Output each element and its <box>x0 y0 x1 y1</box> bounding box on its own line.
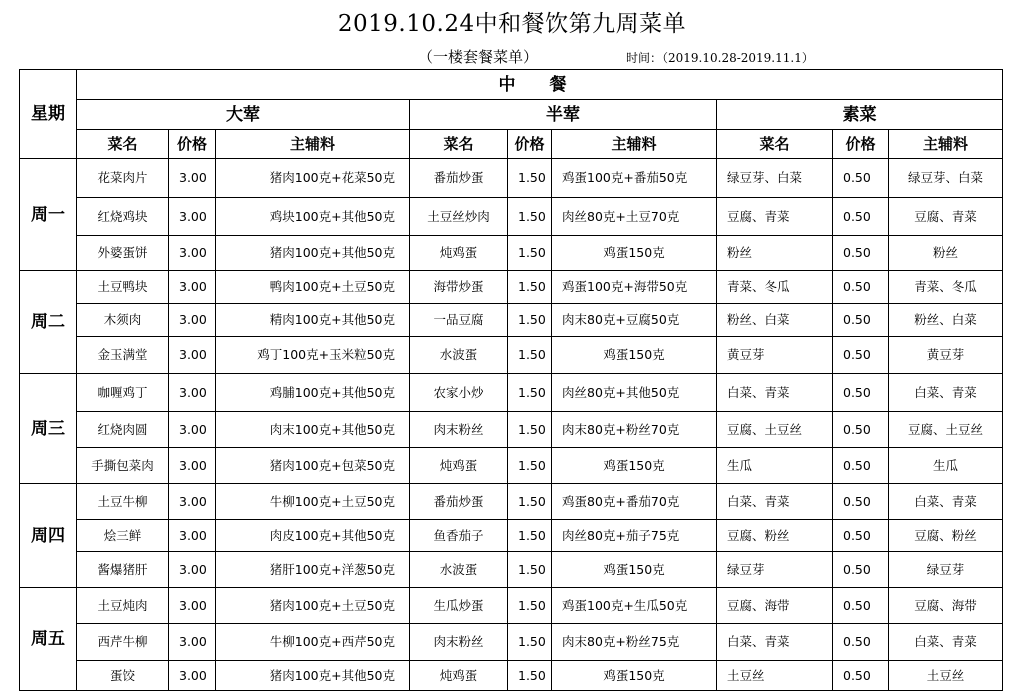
vegetable-price-cell: 0.50 <box>833 159 889 198</box>
meat-price-cell: 3.00 <box>169 624 216 661</box>
vegetable-dish-cell: 黄豆芽 <box>717 337 833 374</box>
meat-dish-cell: 木须肉 <box>77 304 169 337</box>
half-meat-price-cell: 1.50 <box>508 412 552 448</box>
half-meat-price-cell: 1.50 <box>508 448 552 484</box>
half-meat-ingredients-cell: 肉末80克+粉丝70克 <box>552 412 717 448</box>
half-meat-dish-cell: 鱼香茄子 <box>410 520 508 552</box>
meat-price-cell: 3.00 <box>169 520 216 552</box>
meat-price-cell: 3.00 <box>169 412 216 448</box>
vegetable-price-cell: 0.50 <box>833 484 889 520</box>
weekday-cell: 周三 <box>20 374 77 484</box>
half-meat-dish-cell: 炖鸡蛋 <box>410 661 508 691</box>
vegetable-ingredients-cell: 绿豆芽、白菜 <box>889 159 1003 198</box>
meat-ingredients-cell: 牛柳100克+西芹50克 <box>216 624 410 661</box>
vegetable-ingredients-cell: 豆腐、青菜 <box>889 198 1003 236</box>
menu-table <box>19 69 1003 691</box>
col-price-3: 价格 <box>833 130 889 159</box>
half-meat-ingredients-cell: 肉末80克+豆腐50克 <box>552 304 717 337</box>
col-dish-2: 菜名 <box>410 130 508 159</box>
half-meat-dish-cell: 水波蛋 <box>410 552 508 588</box>
meat-price-cell: 3.00 <box>169 198 216 236</box>
vegetable-price-cell: 0.50 <box>833 374 889 412</box>
half-meat-ingredients-cell: 鸡蛋150克 <box>552 661 717 691</box>
meat-dish-cell: 红烧鸡块 <box>77 198 169 236</box>
meat-ingredients-cell: 猪肉100克+其他50克 <box>216 661 410 691</box>
half-meat-dish-cell: 肉末粉丝 <box>410 624 508 661</box>
table-row <box>20 588 1003 624</box>
meat-dish-cell: 咖喱鸡丁 <box>77 374 169 412</box>
half-meat-price-cell: 1.50 <box>508 236 552 271</box>
half-meat-dish-cell: 生瓜炒蛋 <box>410 588 508 624</box>
vegetable-dish-cell: 豆腐、青菜 <box>717 198 833 236</box>
vegetable-ingredients-cell: 豆腐、海带 <box>889 588 1003 624</box>
half-meat-dish-cell: 一品豆腐 <box>410 304 508 337</box>
half-meat-dish-cell: 农家小炒 <box>410 374 508 412</box>
vegetable-ingredients-cell: 绿豆芽 <box>889 552 1003 588</box>
vegetable-price-cell: 0.50 <box>833 520 889 552</box>
meat-dish-cell: 土豆牛柳 <box>77 484 169 520</box>
vegetable-dish-cell: 豆腐、土豆丝 <box>717 412 833 448</box>
menu-period: 时间：（2019.10.28-2019.11.1） <box>626 51 814 65</box>
vegetable-ingredients-cell: 青菜、冬瓜 <box>889 271 1003 304</box>
meat-ingredients-cell: 猪肉100克+其他50克 <box>216 236 410 271</box>
vegetable-price-cell: 0.50 <box>833 448 889 484</box>
half-meat-price-cell: 1.50 <box>508 624 552 661</box>
half-meat-ingredients-cell: 肉丝80克+其他50克 <box>552 374 717 412</box>
group-header-meat: 大荤 <box>77 100 410 130</box>
table-row <box>20 374 1003 412</box>
meat-ingredients-cell: 鸡块100克+其他50克 <box>216 198 410 236</box>
weekday-cell: 周四 <box>20 484 77 588</box>
half-meat-price-cell: 1.50 <box>508 661 552 691</box>
vegetable-dish-cell: 青菜、冬瓜 <box>717 271 833 304</box>
meat-ingredients-cell: 肉末100克+其他50克 <box>216 412 410 448</box>
vegetable-dish-cell: 白菜、青菜 <box>717 624 833 661</box>
meat-price-cell: 3.00 <box>169 304 216 337</box>
half-meat-dish-cell: 炖鸡蛋 <box>410 448 508 484</box>
vegetable-ingredients-cell: 粉丝、白菜 <box>889 304 1003 337</box>
menu-subtitle: （一楼套餐菜单） <box>418 48 539 66</box>
col-ingredients-3: 主辅料 <box>889 130 1003 159</box>
vegetable-price-cell: 0.50 <box>833 304 889 337</box>
half-meat-price-cell: 1.50 <box>508 552 552 588</box>
meat-price-cell: 3.00 <box>169 236 216 271</box>
page-title: 2019.10.24中和餐饮第九周菜单 <box>337 11 687 37</box>
vegetable-dish-cell: 粉丝 <box>717 236 833 271</box>
col-price-2: 价格 <box>508 130 552 159</box>
table-row <box>20 624 1003 661</box>
meat-price-cell: 3.00 <box>169 448 216 484</box>
vegetable-ingredients-cell: 生瓜 <box>889 448 1003 484</box>
vegetable-dish-cell: 绿豆芽、白菜 <box>717 159 833 198</box>
half-meat-ingredients-cell: 鸡蛋100克+海带50克 <box>552 271 717 304</box>
half-meat-dish-cell: 土豆丝炒肉 <box>410 198 508 236</box>
meat-price-cell: 3.00 <box>169 661 216 691</box>
meat-ingredients-cell: 鸡丁100克+玉米粒50克 <box>216 337 410 374</box>
half-meat-dish-cell: 海带炒蛋 <box>410 271 508 304</box>
half-meat-price-cell: 1.50 <box>508 271 552 304</box>
vegetable-dish-cell: 绿豆芽 <box>717 552 833 588</box>
vegetable-price-cell: 0.50 <box>833 661 889 691</box>
col-ingredients-1: 主辅料 <box>216 130 410 159</box>
meat-price-cell: 3.00 <box>169 159 216 198</box>
vegetable-ingredients-cell: 白菜、青菜 <box>889 484 1003 520</box>
weekday-cell: 周二 <box>20 271 77 374</box>
table-row <box>20 448 1003 484</box>
vegetable-price-cell: 0.50 <box>833 412 889 448</box>
half-meat-dish-cell: 番茄炒蛋 <box>410 159 508 198</box>
half-meat-ingredients-cell: 鸡蛋150克 <box>552 236 717 271</box>
half-meat-ingredients-cell: 鸡蛋150克 <box>552 552 717 588</box>
vegetable-dish-cell: 生瓜 <box>717 448 833 484</box>
table-row <box>20 271 1003 304</box>
meat-dish-cell: 手撕包菜肉 <box>77 448 169 484</box>
half-meat-price-cell: 1.50 <box>508 159 552 198</box>
vegetable-price-cell: 0.50 <box>833 236 889 271</box>
vegetable-ingredients-cell: 粉丝 <box>889 236 1003 271</box>
half-meat-price-cell: 1.50 <box>508 374 552 412</box>
half-meat-dish-cell: 水波蛋 <box>410 337 508 374</box>
table-row <box>20 236 1003 271</box>
half-meat-dish-cell: 炖鸡蛋 <box>410 236 508 271</box>
meat-ingredients-cell: 猪肉100克+花菜50克 <box>216 159 410 198</box>
half-meat-price-cell: 1.50 <box>508 304 552 337</box>
half-meat-ingredients-cell: 鸡蛋100克+生瓜50克 <box>552 588 717 624</box>
meat-ingredients-cell: 牛柳100克+土豆50克 <box>216 484 410 520</box>
table-row <box>20 484 1003 520</box>
half-meat-dish-cell: 番茄炒蛋 <box>410 484 508 520</box>
meat-dish-cell: 红烧肉圆 <box>77 412 169 448</box>
vegetable-price-cell: 0.50 <box>833 271 889 304</box>
meat-price-cell: 3.00 <box>169 271 216 304</box>
half-meat-ingredients-cell: 肉末80克+粉丝75克 <box>552 624 717 661</box>
col-dish-3: 菜名 <box>717 130 833 159</box>
half-meat-ingredients-cell: 鸡蛋150克 <box>552 337 717 374</box>
half-meat-ingredients-cell: 鸡蛋80克+番茄70克 <box>552 484 717 520</box>
group-header-vegetable: 素菜 <box>717 100 1003 130</box>
meat-price-cell: 3.00 <box>169 374 216 412</box>
vegetable-price-cell: 0.50 <box>833 588 889 624</box>
weekday-cell: 周一 <box>20 159 77 271</box>
meat-ingredients-cell: 精肉100克+其他50克 <box>216 304 410 337</box>
meat-dish-cell: 花菜肉片 <box>77 159 169 198</box>
vegetable-dish-cell: 粉丝、白菜 <box>717 304 833 337</box>
meat-dish-cell: 蛋饺 <box>77 661 169 691</box>
meat-price-cell: 3.00 <box>169 484 216 520</box>
col-dish-1: 菜名 <box>77 130 169 159</box>
half-meat-price-cell: 1.50 <box>508 337 552 374</box>
vegetable-dish-cell: 豆腐、海带 <box>717 588 833 624</box>
lunch-header: 中 餐 <box>77 70 1003 100</box>
table-row <box>20 412 1003 448</box>
table-row <box>20 552 1003 588</box>
table-row <box>20 198 1003 236</box>
half-meat-price-cell: 1.50 <box>508 484 552 520</box>
vegetable-ingredients-cell: 黄豆芽 <box>889 337 1003 374</box>
meat-dish-cell: 金玉满堂 <box>77 337 169 374</box>
meat-ingredients-cell: 肉皮100克+其他50克 <box>216 520 410 552</box>
vegetable-dish-cell: 白菜、青菜 <box>717 484 833 520</box>
vegetable-ingredients-cell: 豆腐、土豆丝 <box>889 412 1003 448</box>
half-meat-ingredients-cell: 鸡蛋100克+番茄50克 <box>552 159 717 198</box>
meat-dish-cell: 土豆炖肉 <box>77 588 169 624</box>
meat-ingredients-cell: 猪肉100克+包菜50克 <box>216 448 410 484</box>
vegetable-price-cell: 0.50 <box>833 624 889 661</box>
vegetable-ingredients-cell: 白菜、青菜 <box>889 624 1003 661</box>
vegetable-dish-cell: 豆腐、粉丝 <box>717 520 833 552</box>
half-meat-ingredients-cell: 鸡蛋150克 <box>552 448 717 484</box>
half-meat-ingredients-cell: 肉丝80克+茄子75克 <box>552 520 717 552</box>
meat-dish-cell: 外婆蛋饼 <box>77 236 169 271</box>
col-price-1: 价格 <box>169 130 216 159</box>
half-meat-price-cell: 1.50 <box>508 198 552 236</box>
weekday-cell: 周五 <box>20 588 77 691</box>
meat-dish-cell: 土豆鸭块 <box>77 271 169 304</box>
vegetable-ingredients-cell: 土豆丝 <box>889 661 1003 691</box>
vegetable-price-cell: 0.50 <box>833 198 889 236</box>
meat-price-cell: 3.00 <box>169 588 216 624</box>
col-ingredients-2: 主辅料 <box>552 130 717 159</box>
vegetable-price-cell: 0.50 <box>833 552 889 588</box>
meat-price-cell: 3.00 <box>169 552 216 588</box>
meat-ingredients-cell: 猪肝100克+洋葱50克 <box>216 552 410 588</box>
meat-dish-cell: 烩三鲜 <box>77 520 169 552</box>
vegetable-price-cell: 0.50 <box>833 337 889 374</box>
half-meat-price-cell: 1.50 <box>508 520 552 552</box>
half-meat-dish-cell: 肉末粉丝 <box>410 412 508 448</box>
meat-dish-cell: 酱爆猪肝 <box>77 552 169 588</box>
meat-ingredients-cell: 猪肉100克+土豆50克 <box>216 588 410 624</box>
half-meat-ingredients-cell: 肉丝80克+土豆70克 <box>552 198 717 236</box>
table-row <box>20 159 1003 198</box>
weekday-header: 星期 <box>20 70 77 159</box>
table-row <box>20 661 1003 691</box>
table-row <box>20 304 1003 337</box>
vegetable-ingredients-cell: 白菜、青菜 <box>889 374 1003 412</box>
group-header-half-meat: 半荤 <box>410 100 717 130</box>
vegetable-dish-cell: 白菜、青菜 <box>717 374 833 412</box>
table-row <box>20 337 1003 374</box>
table-row <box>20 520 1003 552</box>
meat-price-cell: 3.00 <box>169 337 216 374</box>
meat-dish-cell: 西芹牛柳 <box>77 624 169 661</box>
meat-ingredients-cell: 鸭肉100克+土豆50克 <box>216 271 410 304</box>
half-meat-price-cell: 1.50 <box>508 588 552 624</box>
vegetable-dish-cell: 土豆丝 <box>717 661 833 691</box>
meat-ingredients-cell: 鸡脯100克+其他50克 <box>216 374 410 412</box>
vegetable-ingredients-cell: 豆腐、粉丝 <box>889 520 1003 552</box>
